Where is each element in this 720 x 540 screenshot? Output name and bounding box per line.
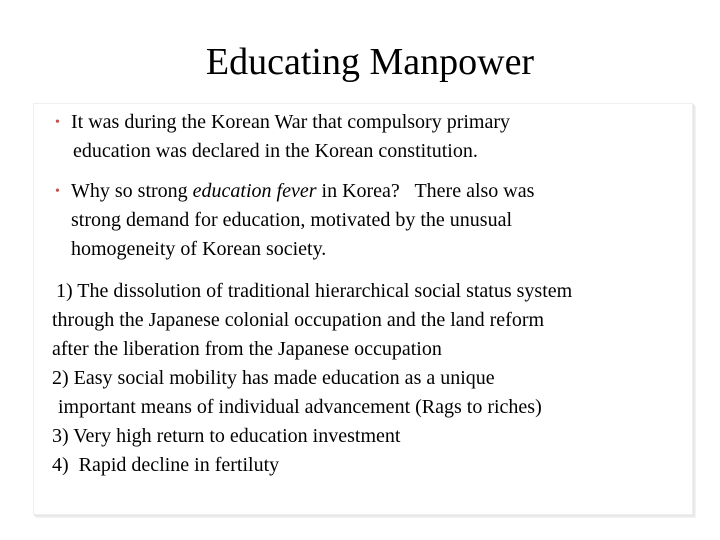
bullet-item-education-fever <box>55 177 681 264</box>
numbered-reasons-list <box>52 277 692 480</box>
bullet-2-text-pre: Why so strong <box>71 180 193 202</box>
bullet-2-emphasis: education fever <box>192 180 317 202</box>
reason-1-line-3: after the liberation from the Japanese occupation <box>52 338 442 360</box>
reason-1-line-2: through the Japanese colonial occupation and the land reform <box>52 309 545 331</box>
bullet-item-compulsory-education <box>55 108 671 166</box>
bullet-2-text-post: in Korea? There also was <box>316 180 535 202</box>
bullet-dot-icon: • <box>55 115 60 130</box>
slide-title: Educating Manpower <box>205 41 535 83</box>
bullet-2-line-3: homogeneity of Korean society. <box>71 238 327 260</box>
bullet-1-line-2: education was declared in the Korean constitution. <box>73 140 478 162</box>
reason-1-line-1: 1) The dissolution of traditional hierarchical social status system <box>56 280 573 302</box>
bullet-2-line-2: strong demand for education, motivated by the unusual <box>71 209 513 231</box>
bullet-1-line-1: It was during the Korean War that compulsory primary <box>71 111 511 133</box>
reason-2-line-2: important means of individual advancement (Rags to riches) <box>58 396 542 418</box>
reason-3-line-1: 3) Very high return to education investment <box>52 425 401 447</box>
reason-4-line-1: 4) Rapid decline in fertiluty <box>52 454 280 476</box>
bullet-2-line-1 <box>71 177 681 206</box>
bullet-dot-icon: • <box>55 184 60 199</box>
reason-2-line-1: 2) Easy social mobility has made education as a unique <box>52 367 495 389</box>
